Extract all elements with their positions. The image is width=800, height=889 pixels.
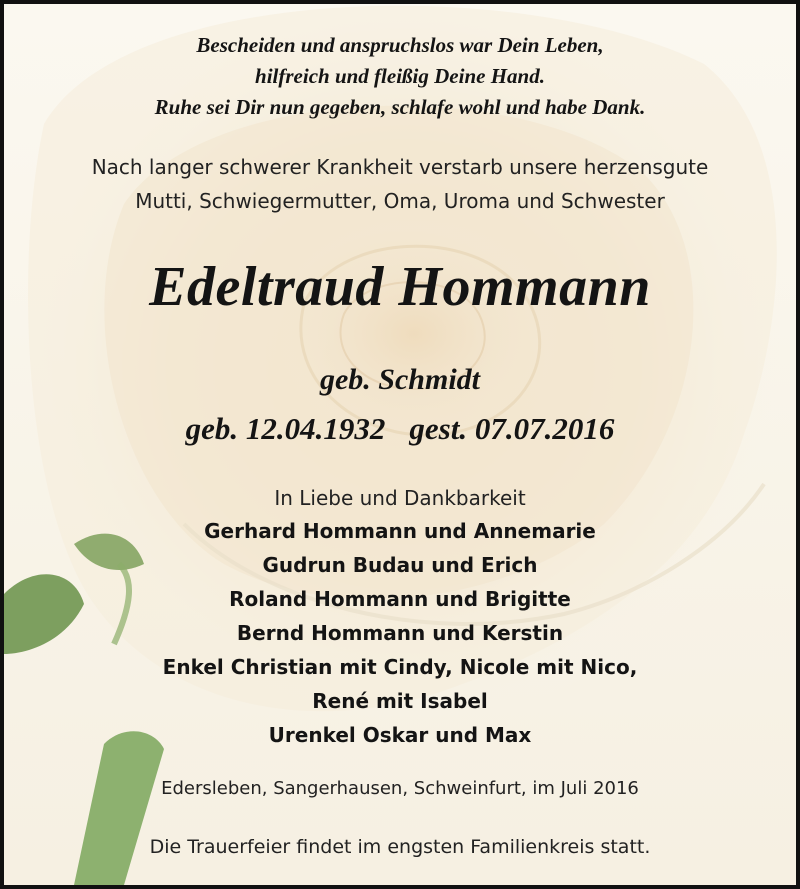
mourner-line: Roland Hommann und Brigitte	[229, 587, 571, 611]
mourner-line: Urenkel Oskar und Max	[268, 723, 532, 747]
intro-line: Nach langer schwerer Krankheit verstarb unsere herzensgute	[91, 155, 709, 179]
mourner-line: Gudrun Budau und Erich	[262, 553, 538, 577]
mourners-intro: In Liebe und Dankbarkeit	[274, 486, 526, 510]
poem-line: Bescheiden und anspruchslos war Dein Leben,	[196, 33, 604, 57]
funeral-service-note: Die Trauerfeier findet im engsten Familienkreis statt.	[149, 836, 651, 858]
mourner-line: Gerhard Hommann und Annemarie	[204, 519, 596, 543]
poem	[4, 30, 796, 123]
deceased-name: Edeltraud Hommann	[149, 256, 651, 318]
maiden-name: geb. Schmidt	[319, 363, 480, 396]
mourner-line: René mit Isabel	[312, 689, 488, 713]
death-date: gest. 07.07.2016	[409, 411, 615, 446]
mourner-line: Enkel Christian mit Cindy, Nicole mit Nico,	[162, 655, 638, 679]
life-dates	[4, 408, 796, 450]
mourner-line: Bernd Hommann und Kerstin	[236, 621, 564, 645]
birth-date: geb. 12.04.1932	[185, 411, 386, 446]
obituary-text	[4, 4, 796, 885]
intro-line: Mutti, Schwiegermutter, Oma, Uroma und Schwester	[135, 189, 665, 213]
place-and-date: Edersleben, Sangerhausen, Schweinfurt, im Juli 2016	[161, 778, 639, 799]
poem-line: hilfreich und fleißig Deine Hand.	[255, 64, 545, 88]
mourners-list	[4, 514, 796, 752]
death-notice-intro	[4, 150, 796, 218]
poem-line: Ruhe sei Dir nun gegeben, schlafe wohl und habe Dank.	[154, 95, 646, 119]
